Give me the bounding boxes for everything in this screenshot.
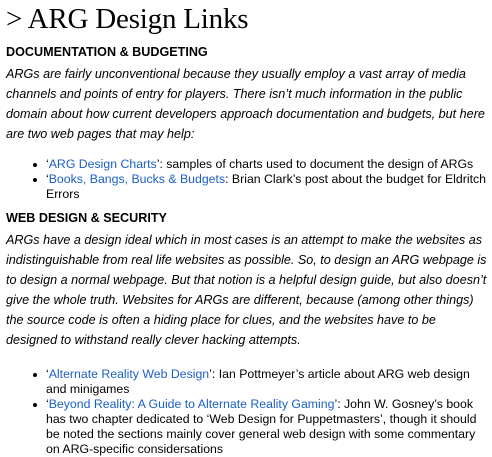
section-heading: DOCUMENTATION & BUDGETING bbox=[6, 45, 208, 59]
link-arg-design-charts[interactable]: ARG Design Charts bbox=[48, 157, 157, 171]
bullet-icon bbox=[33, 178, 37, 182]
section-intro: ARGs are fairly unconventional because they usually employ a vast array of media channels and points of entry for players. There isn’t much information in the public domain about how current developers approach documentation and budgets, but here are two web pages that may help: bbox=[6, 67, 485, 141]
section-heading: WEB DESIGN & SECURITY bbox=[6, 211, 167, 225]
link-description: ’: samples of charts used to document the design of ARGs bbox=[156, 157, 474, 171]
bullet-icon bbox=[33, 373, 37, 377]
link-list-documentation bbox=[38, 157, 490, 202]
link-open-quote: ‘ bbox=[46, 157, 49, 171]
link-description: : Brian Clark’s post about the budget for Eldritch Errors bbox=[46, 172, 486, 201]
link-list-web-design bbox=[38, 367, 490, 457]
link-description: ’: Ian Pottmeyer’s article about ARG web design and minigames bbox=[46, 367, 470, 396]
link-description: ’: John W. Gosney’s book has two chapter dedicated to ‘Web Design for Puppetmasters’, though it should be noted the sections mainly cover general web design with some commentary on ARG-specific considersations bbox=[46, 397, 477, 456]
link-open-quote: ‘ bbox=[46, 367, 49, 381]
link-open-quote: ‘ bbox=[46, 172, 49, 186]
link-books-bangs-bucks-budgets[interactable]: Books, Bangs, Bucks & Budgets bbox=[48, 172, 226, 186]
list-item bbox=[38, 367, 490, 397]
section-web-design-security bbox=[6, 209, 488, 350]
bullet-icon bbox=[33, 403, 37, 407]
page-title: > ARG Design Links bbox=[6, 3, 249, 35]
section-intro: ARGs have a design ideal which in most cases is an attempt to make the websites as indistinguishable from real life websites as possible. So, to design an ARG webpage is to design a normal webpage. But that notion is a helpful design guide, but also doesn’t give the whole truth. Websites for ARGs are different, because (among other things) the source code is often a hiding place for clues, and the websites have to be designed to withstand really clever hacking attempts. bbox=[6, 233, 487, 347]
bullet-icon bbox=[33, 163, 37, 167]
link-alternate-reality-web-design[interactable]: Alternate Reality Web Design bbox=[48, 367, 210, 381]
list-item bbox=[38, 172, 490, 202]
link-beyond-reality-guide[interactable]: Beyond Reality: A Guide to Alternate Reality Gaming bbox=[48, 397, 335, 411]
list-item bbox=[38, 397, 490, 457]
link-open-quote: ‘ bbox=[46, 397, 49, 411]
list-item bbox=[38, 157, 490, 172]
section-documentation-budgeting bbox=[6, 43, 488, 144]
